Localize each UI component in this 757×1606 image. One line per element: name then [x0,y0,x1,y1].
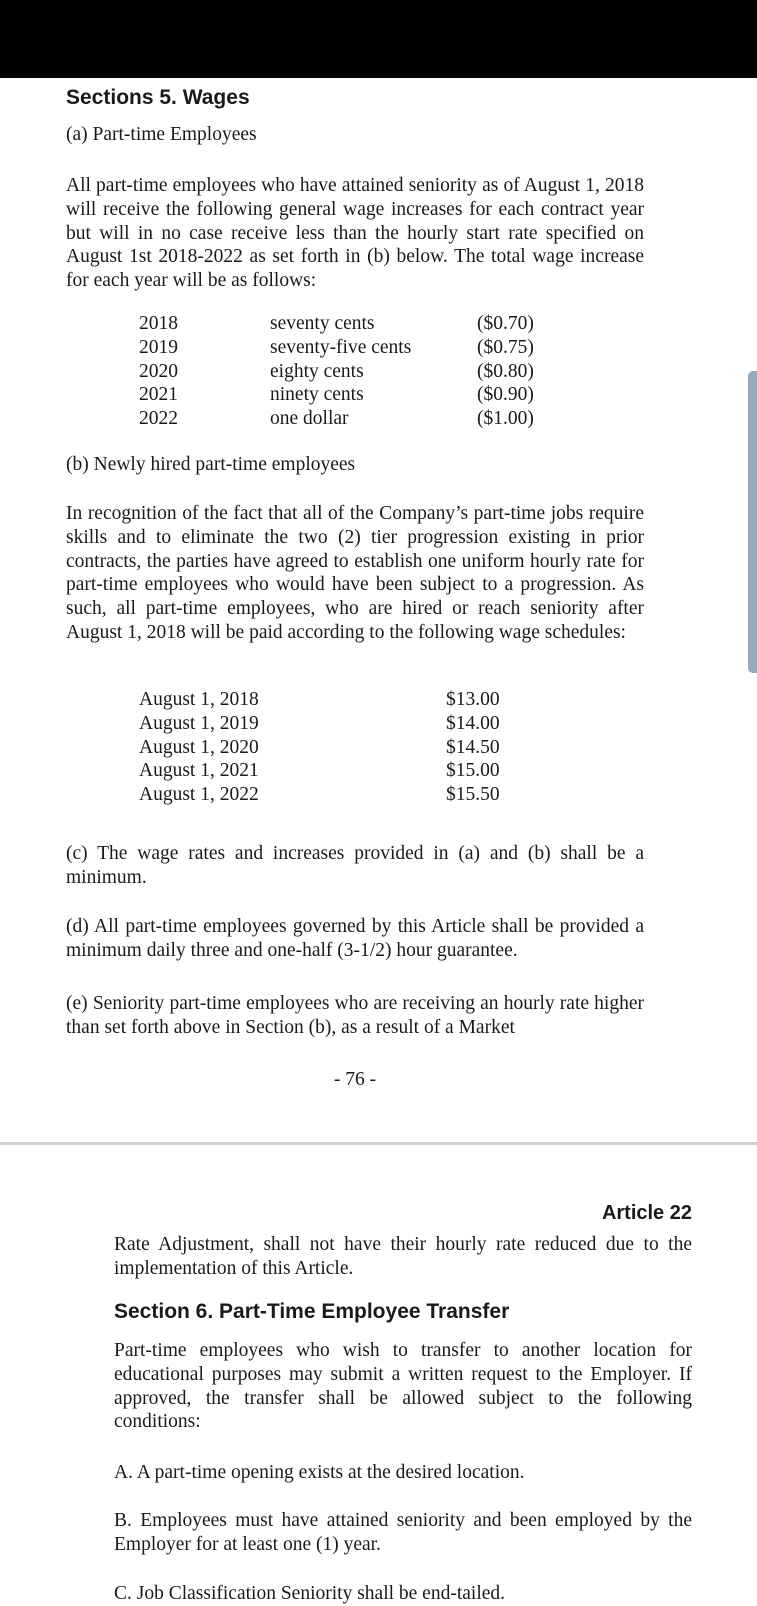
condition-c: C. Job Classification Seniority shall be end-tailed. [114,1583,506,1604]
paragraph-d: (d) All part-time employees governed by this Article shall be provided a minimum daily three and one-half (3-1/2) hour guarantee. [66,916,644,961]
document-page-77 [0,1145,757,1604]
condition-a: A. A part-time opening exists at the desired location. [114,1462,525,1483]
increase-year: 2018 [139,313,178,334]
schedule-date: August 1, 2021 [139,760,259,782]
schedule-date: August 1, 2019 [139,712,259,734]
section-heading: Sections 5. Wages [66,86,250,109]
increase-year: 2022 [139,408,178,430]
increase-words: eighty cents [270,360,364,382]
paragraph-b: In recognition of the fact that all of the Company’s part-time jobs require skills and to eliminate the two (2) tier progression existing in prior contracts, the parties have agreed to establish one uniform hourly rate for part-time employees who would have been subject to a progression. As such, all part-time employees, who are hired or reach seniority after August 1, 2018 will be paid according to the following wage schedules: [66,503,644,643]
increase-words: one dollar [270,408,349,430]
schedule-rate: $15.50 [446,784,500,806]
increase-year: 2020 [139,360,178,382]
schedule-rate: $15.00 [446,760,500,782]
running-header: Article 22 [601,1202,692,1224]
increase-year: 2019 [139,336,178,358]
schedule-date: August 1, 2022 [139,784,259,806]
paragraph-c: (c) The wage rates and increases provided in (a) and (b) shall be a minimum. [66,843,644,888]
increase-words: seventy cents [270,313,375,334]
schedule-rate: $14.50 [446,736,500,758]
schedule-rate: $13.00 [446,689,500,710]
scrollbar-thumb[interactable] [748,371,757,673]
increase-amount: ($0.70) [477,313,534,334]
increase-amount: ($0.80) [477,360,534,382]
schedule-date: August 1, 2018 [139,689,259,710]
paragraph-continued: Rate Adjustment, shall not have their hourly rate reduced due to the implementation of this Article. [114,1234,692,1279]
paragraph-a: All part-time employees who have attained seniority as of August 1, 2018 will receive the following general wage increases for each contract year but will in no case receive less than the hourly start rate specified on August 1st 2018-2022 as set forth in (b) below. The total wage increase for each year will be as follows: [66,175,644,292]
increase-amount: ($1.00) [477,408,534,430]
increase-amount: ($0.75) [477,336,534,358]
schedule-date: August 1, 2020 [139,736,259,758]
subsection-b-heading: (b) Newly hired part-time employees [66,454,356,475]
increase-amount: ($0.90) [477,384,534,406]
increase-words: seventy-five cents [270,336,412,358]
document-page-76 [0,78,757,1142]
condition-b: B. Employees must have attained seniority and been employed by the Employer for at least one (1) year. [114,1510,692,1555]
paragraph-intro: Part-time employees who wish to transfer to another location for educational purposes may submit a written request to the Employer. If approved, the transfer shall be allowed subject to the following conditions: [114,1340,692,1433]
increase-year: 2021 [139,384,178,406]
top-bar [0,0,757,78]
subsection-a-heading: (a) Part-time Employees [66,124,257,145]
increase-words: ninety cents [270,384,364,406]
schedule-rate: $14.00 [446,712,500,734]
page-number: - 76 - [333,1069,377,1090]
section-heading: Section 6. Part-Time Employee Transfer [114,1300,510,1323]
paragraph-e: (e) Seniority part-time employees who are receiving an hourly rate higher than set forth above in Section (b), as a result of a Market [66,993,644,1038]
